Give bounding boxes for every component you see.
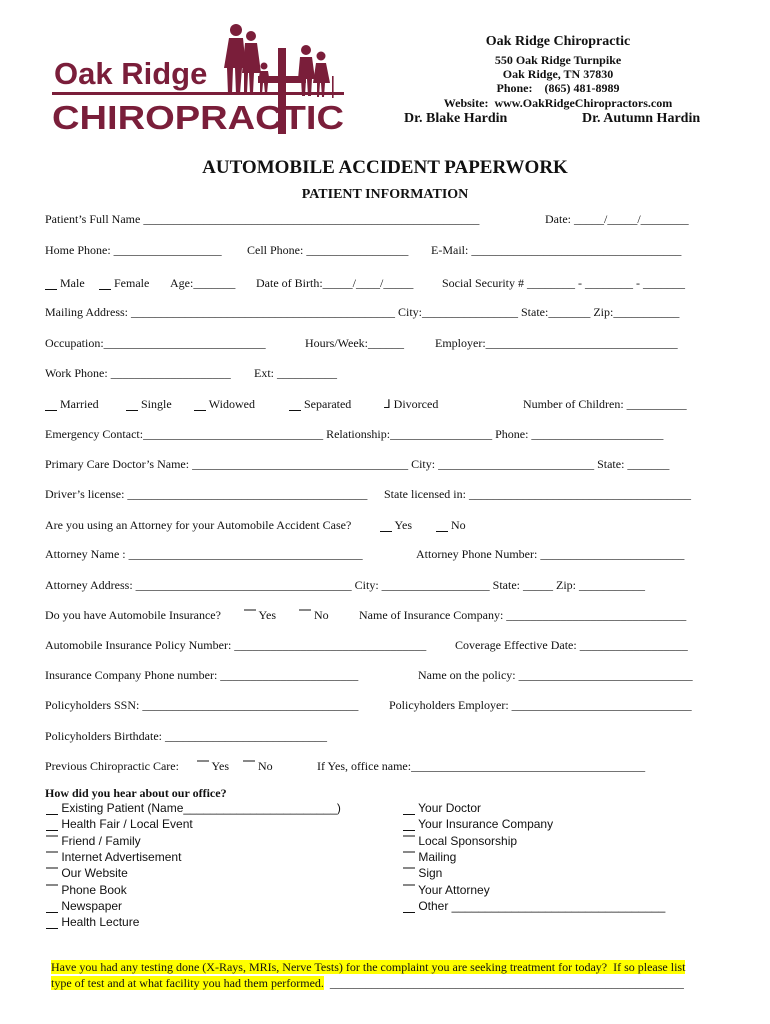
male-checkbox[interactable]: ⎽ Male — [45, 276, 85, 290]
insurance-question: Do you have Automobile Insurance? — [45, 608, 221, 622]
doctor-2: Dr. Autumn Hardin — [582, 111, 701, 126]
office-name-field[interactable]: If Yes, office name:_______________________________________ — [317, 759, 646, 773]
age-field[interactable]: Age:_______ — [170, 276, 236, 290]
clinic-city: Oak Ridge, TN 37830 — [502, 67, 614, 81]
policyholder-ssn-field[interactable]: Policyholders SSN: ____________________________________ — [45, 698, 359, 712]
testing-answer-field[interactable]: ___________________________________________________________ — [323, 976, 684, 990]
hear-option-local-sponsorship[interactable]: ⎺ Local Sponsorship — [403, 834, 518, 848]
testing-question-line1: Have you had any testing done (X-Rays, MRIs, Nerve Tests) for the complaint you are seeking treatment for today? If so please list — [51, 960, 686, 974]
doctor-1: Dr. Blake Hardin — [404, 111, 508, 126]
insurance-phone-field[interactable]: Insurance Company Phone number: _______________________ — [45, 668, 359, 682]
hear-option-your-doctor[interactable]: ⎽ Your Doctor — [403, 801, 482, 815]
logo-line2: CHIROPRACTIC — [52, 99, 344, 136]
widowed-checkbox[interactable]: ⎽ Widowed — [194, 397, 255, 411]
hear-about-heading: How did you hear about our office? — [45, 786, 227, 800]
policy-name-field[interactable]: Name on the policy: _____________________________ — [418, 668, 693, 682]
policy-number-field[interactable]: Automobile Insurance Policy Number: ________________________________ — [45, 638, 427, 652]
policyholder-employer-field[interactable]: Policyholders Employer: ______________________________ — [389, 698, 692, 712]
insurance-yes-checkbox[interactable]: ⎺ Yes — [244, 608, 277, 622]
emergency-contact-field[interactable]: Emergency Contact:______________________________ Relationship:_________________ Phone: ______________________ — [45, 427, 664, 441]
hear-option-website[interactable]: ⎺ Our Website — [46, 866, 128, 880]
clinic-website: Website: www.OakRidgeChiropractors.com — [443, 96, 673, 110]
prev-chiro-yes-checkbox[interactable]: ⎺ Yes — [197, 759, 230, 773]
coverage-date-field[interactable]: Coverage Effective Date: __________________ — [455, 638, 688, 652]
date-field[interactable]: Date: _____/_____/________ — [545, 212, 689, 226]
hear-option-phone-book[interactable]: ⎺ Phone Book — [46, 883, 127, 897]
hear-option-mailing[interactable]: ⎺ Mailing — [403, 850, 457, 864]
hear-option-sign[interactable]: ⎺ Sign — [403, 866, 443, 880]
attorney-name-field[interactable]: Attorney Name : _______________________________________ — [45, 547, 363, 561]
cell-phone-field[interactable]: Cell Phone: _________________ — [247, 243, 409, 257]
mailing-address-field[interactable]: Mailing Address: ____________________________________________ City:________________ State:_______ Zip:___________ — [45, 305, 680, 319]
testing-question-line2: type of test and at what facility you had them performed. — [51, 976, 324, 990]
work-phone-field[interactable]: Work Phone: ____________________ — [45, 366, 231, 380]
hear-option-other[interactable]: ⎽ Other ________________________________ — [403, 899, 666, 913]
home-phone-field[interactable]: Home Phone: __________________ — [45, 243, 222, 257]
insurance-company-field[interactable]: Name of Insurance Company: ______________________________ — [359, 608, 687, 622]
employer-field[interactable]: Employer:________________________________ — [435, 336, 678, 350]
female-checkbox[interactable]: ⎽ Female — [99, 276, 150, 290]
email-field[interactable]: E-Mail: ___________________________________ — [431, 243, 682, 257]
attorney-no-checkbox[interactable]: ⎽ No — [436, 518, 466, 532]
clinic-logo — [50, 18, 350, 136]
state-licensed-field[interactable]: State licensed in: _____________________________________ — [384, 487, 691, 501]
divorced-checkbox[interactable]: ⅃ Divorced — [384, 397, 439, 411]
hear-option-health-fair[interactable]: ⎽ Health Fair / Local Event — [46, 817, 193, 831]
clinic-phone: Phone: (865) 481-8989 — [496, 81, 620, 95]
hear-option-your-attorney[interactable]: ⎺ Your Attorney — [403, 883, 490, 897]
policyholder-birthdate-field[interactable]: Policyholders Birthdate: ___________________________ — [45, 729, 327, 743]
prev-chiro-no-checkbox[interactable]: ⎺ No — [243, 759, 273, 773]
attorney-address-field[interactable]: Attorney Address: ____________________________________ City: __________________ State: _____ Zip: ___________ — [45, 578, 645, 592]
hear-option-newspaper[interactable]: ⎽ Newspaper — [46, 899, 123, 913]
ssn-field[interactable]: Social Security # ________ - ________ - _______ — [442, 276, 685, 290]
hear-option-friend-family[interactable]: ⎺ Friend / Family — [46, 834, 141, 848]
insurance-no-checkbox[interactable]: ⎺ No — [299, 608, 329, 622]
occupation-field[interactable]: Occupation:___________________________ — [45, 336, 266, 350]
dob-field[interactable]: Date of Birth:_____/____/_____ — [256, 276, 414, 290]
section-title: PATIENT INFORMATION — [301, 187, 469, 202]
hear-option-insurance-company[interactable]: ⎽ Your Insurance Company — [403, 817, 554, 831]
page-title: AUTOMOBILE ACCIDENT PAPERWORK — [202, 157, 568, 178]
hear-option-health-lecture[interactable]: ⎽ Health Lecture — [46, 915, 140, 929]
attorney-question: Are you using an Attorney for your Automobile Accident Case? — [45, 518, 352, 532]
ext-field[interactable]: Ext: __________ — [254, 366, 337, 380]
clinic-name: Oak Ridge Chiropractic — [485, 34, 631, 49]
primary-care-field[interactable]: Primary Care Doctor’s Name: ____________________________________ City: __________________________ State: _______ — [45, 457, 670, 471]
children-field[interactable]: Number of Children: __________ — [523, 397, 687, 411]
logo-line1: Oak Ridge — [54, 56, 208, 91]
full-name-field[interactable]: Patient’s Full Name ________________________________________________________ — [45, 212, 480, 226]
hear-option-existing-patient[interactable]: ⎽ Existing Patient (Name_______________________) — [46, 801, 341, 815]
separated-checkbox[interactable]: ⎽ Separated — [289, 397, 352, 411]
attorney-yes-checkbox[interactable]: ⎽ Yes — [380, 518, 413, 532]
married-checkbox[interactable]: ⎽ Married — [45, 397, 99, 411]
attorney-phone-field[interactable]: Attorney Phone Number: ________________________ — [416, 547, 685, 561]
single-checkbox[interactable]: ⎽ Single — [126, 397, 172, 411]
prev-chiro-question: Previous Chiropractic Care: — [45, 759, 179, 773]
clinic-street: 550 Oak Ridge Turnpike — [494, 53, 622, 67]
hours-week-field[interactable]: Hours/Week:______ — [305, 336, 405, 350]
drivers-license-field[interactable]: Driver’s license: ________________________________________ — [45, 487, 368, 501]
hear-option-internet-ad[interactable]: ⎺ Internet Advertisement — [46, 850, 182, 864]
